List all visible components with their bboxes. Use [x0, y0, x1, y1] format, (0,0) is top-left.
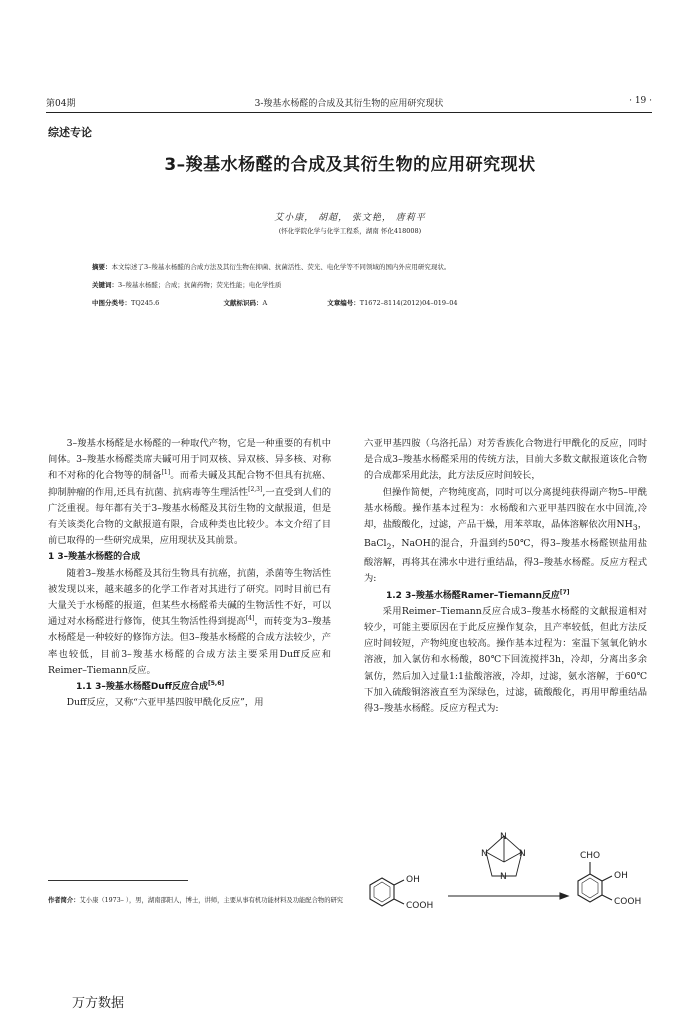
- running-header: [46, 96, 652, 110]
- intro-text-3: ,一直受到人们的广泛重视。每年都有关于3–羧基水杨醛及其衍生物的文献报道，但是有关该类化合物的文献报道有限，合成种类也比较少。本文介绍了目前已取得的一些研究成果，应用现状及其前景。: [48, 486, 331, 547]
- left-column: [48, 436, 331, 711]
- clc-value: TQ245.6: [131, 299, 160, 307]
- hexamine-n-right: N: [519, 849, 526, 859]
- product-cooh-label: COOH: [614, 897, 642, 907]
- article-number-value: T1672–8114(2012)04–019–04: [359, 299, 458, 307]
- reimer-tiemann-paragraph: 采用Reimer–Tiemann反应合成3–羧基水杨醛的文献报道相对较少，可能主要原因在于此反应操作复杂，且产率较低，但此方法反应时间较短，产物纯度也较高。操作基本过程为：室温下氢氧化钠水溶液，加入氯仿和水杨酸，80℃下回流搅拌3h，冷却，分离出多余氯仿，然后加入过量1:1盐酸溶液，冷却，过滤，氨水溶解，于60℃下加入硫酸铜溶液直至为深绿色，过滤，硫酸酸化，再用甲醇重结晶得3–羧基水杨醛。反应方程式为:: [364, 605, 647, 714]
- product-inner-ring: [582, 878, 598, 898]
- product-oh-label: OH: [614, 871, 628, 881]
- heading-1-1-text: 1.1 3–羧基水杨醛Duff反应合成: [76, 682, 209, 693]
- abstract-label: 摘要：: [92, 263, 112, 271]
- affiliation: (怀化学院化学与化学工程系，湖南 怀化418008): [278, 227, 422, 235]
- reaction-scheme: [352, 826, 652, 910]
- synthesis-paragraph: [48, 566, 331, 679]
- duff-procedure-text-2: ，BaCl: [364, 519, 647, 550]
- synthesis-text-2: ，而转变为3–羧基水杨醛是一种较好的修饰方法。但3–羧基水杨醛的合成方法较少，产率也较低，目前3–羧基水杨醛的合成方法主要采用Duff反应和Reimer–Tiemann反应。: [48, 616, 331, 676]
- citation-5-6: [5,6]: [208, 680, 225, 688]
- doc-code-label: 文献标识码：: [223, 299, 263, 307]
- hexamine-n-top: N: [500, 832, 507, 842]
- duff-continued-paragraph: 六亚甲基四胺（乌洛托品）对芳香族化合物进行甲酰化的反应，同时是合成3–羧基水杨醛采用的传统方法，目前大多数文献报道该化合物的合成都采用此法，此方法反应时间较长，: [364, 438, 647, 482]
- intro-text-2: 。而希夫碱及其配合物不但具有抗癌、抑制肿瘤的作用,还具有抗菌、抗病毒等生理活性: [48, 470, 331, 498]
- citation-7: [7]: [559, 588, 570, 596]
- reactant-oh-label: OH: [406, 875, 420, 885]
- citation-4: [4]: [245, 615, 255, 623]
- article-number-label: 文章编号：: [327, 299, 360, 307]
- hexamine-n-left: N: [481, 849, 488, 859]
- product-cho-label: CHO: [580, 851, 601, 861]
- article-title: 3–羧基水杨醛的合成及其衍生物的应用研究现状: [164, 155, 536, 175]
- issue-number: 第04期: [46, 99, 76, 109]
- synthesis-text-1: 随着3–羧基水杨醛及其衍生物具有抗癌，抗菌，杀菌等生物活性被发现以来，越来越多的化学工作者对其进行了研究。同时目前已有大量关于水杨醛的报道，但某些水杨醛希夫碱的生物活性不好，可以通过对水杨醛进行修饰，使其生物活性得到提高: [48, 567, 331, 628]
- abstract: [92, 262, 612, 272]
- heading-1-2-text: 1.2 3–羧基水杨醛Ramer–Tiemann反应: [386, 590, 560, 601]
- authors: 艾小康， 胡超， 张文艳， 唐莉平: [274, 213, 426, 223]
- author-footnote: [48, 896, 348, 906]
- header-rule: [46, 112, 652, 113]
- watermark-wanfang: 万方数据: [72, 996, 125, 1011]
- hexamine-n-bottom: N: [500, 872, 507, 882]
- footnote-label: 作者简介：: [48, 897, 80, 904]
- section-tag: 综述专论: [48, 126, 92, 139]
- reactant-cooh-label: COOH: [406, 901, 434, 910]
- duff-procedure-text-1: 但操作简便，产物纯度高，同时可以分离提纯获得副产物5–甲酰基水杨酸。操作基本过程为：水杨酸和六亚甲基四胺在水中回流,冷却，盐酸酸化，过滤，产品干燥，用苯萃取，晶体溶解依次用NH: [364, 486, 647, 531]
- keywords-text: 3–羧基水杨醛；合成；抗菌药物；荧光性能；电化学性质: [118, 281, 282, 289]
- subscript-3: 3: [632, 522, 638, 532]
- running-title: 3-羧基水杨醛的合成及其衍生物的应用研究现状: [254, 99, 444, 109]
- clc-label: 中图分类号：: [92, 299, 131, 307]
- footnote-rule: [48, 880, 188, 881]
- citation-1: [1]: [161, 469, 171, 477]
- doc-code-value: A: [262, 299, 268, 307]
- heading-1-1: [48, 679, 331, 695]
- duff-procedure-text-3: ，NaOH的混合，升温到约50℃，得3–羧基水杨醛钡盐用盐酸溶解，再将其在沸水中进行重结晶，得3–羧基水杨醛。反应方程式为:: [364, 538, 647, 585]
- duff-paragraph: Duff反应，又称“六亚甲基四胺甲酰化反应”，用: [66, 697, 264, 709]
- intro-paragraph: [48, 436, 331, 549]
- citation-2-3: [2,3]: [248, 485, 263, 493]
- duff-procedure-paragraph: [364, 485, 647, 588]
- page-number: · 19 ·: [629, 96, 652, 106]
- heading-1-2: [364, 588, 647, 604]
- right-column: [364, 436, 647, 717]
- classification-line: [92, 298, 612, 308]
- footnote-text: 艾小康（1973– ），男，湖南邵阳人，博士，讲师，主要从事有机功能材料及功能配合物的研究: [79, 897, 344, 904]
- reactant-inner-ring: [374, 882, 390, 902]
- intro-text-1: 3–羧基水杨醛是水杨醛的一种取代产物，它是一种重要的有机中间体。3–羧基水杨醛类席夫碱可用于同双核、异双核、异多核、对称和不对称的化合物等的制备: [48, 438, 331, 482]
- heading-1: 1 3–羧基水杨醛的合成: [48, 552, 141, 563]
- keywords-label: 关键词：: [92, 281, 118, 289]
- subscript-2: 2: [386, 541, 392, 551]
- abstract-text: 本文综述了3–羧基水杨醛的合成方法及其衍生物在抑菌、抗菌活性、荧光、电化学等不同领域的国内外应用研究现状。: [111, 263, 451, 271]
- keywords: [92, 280, 612, 290]
